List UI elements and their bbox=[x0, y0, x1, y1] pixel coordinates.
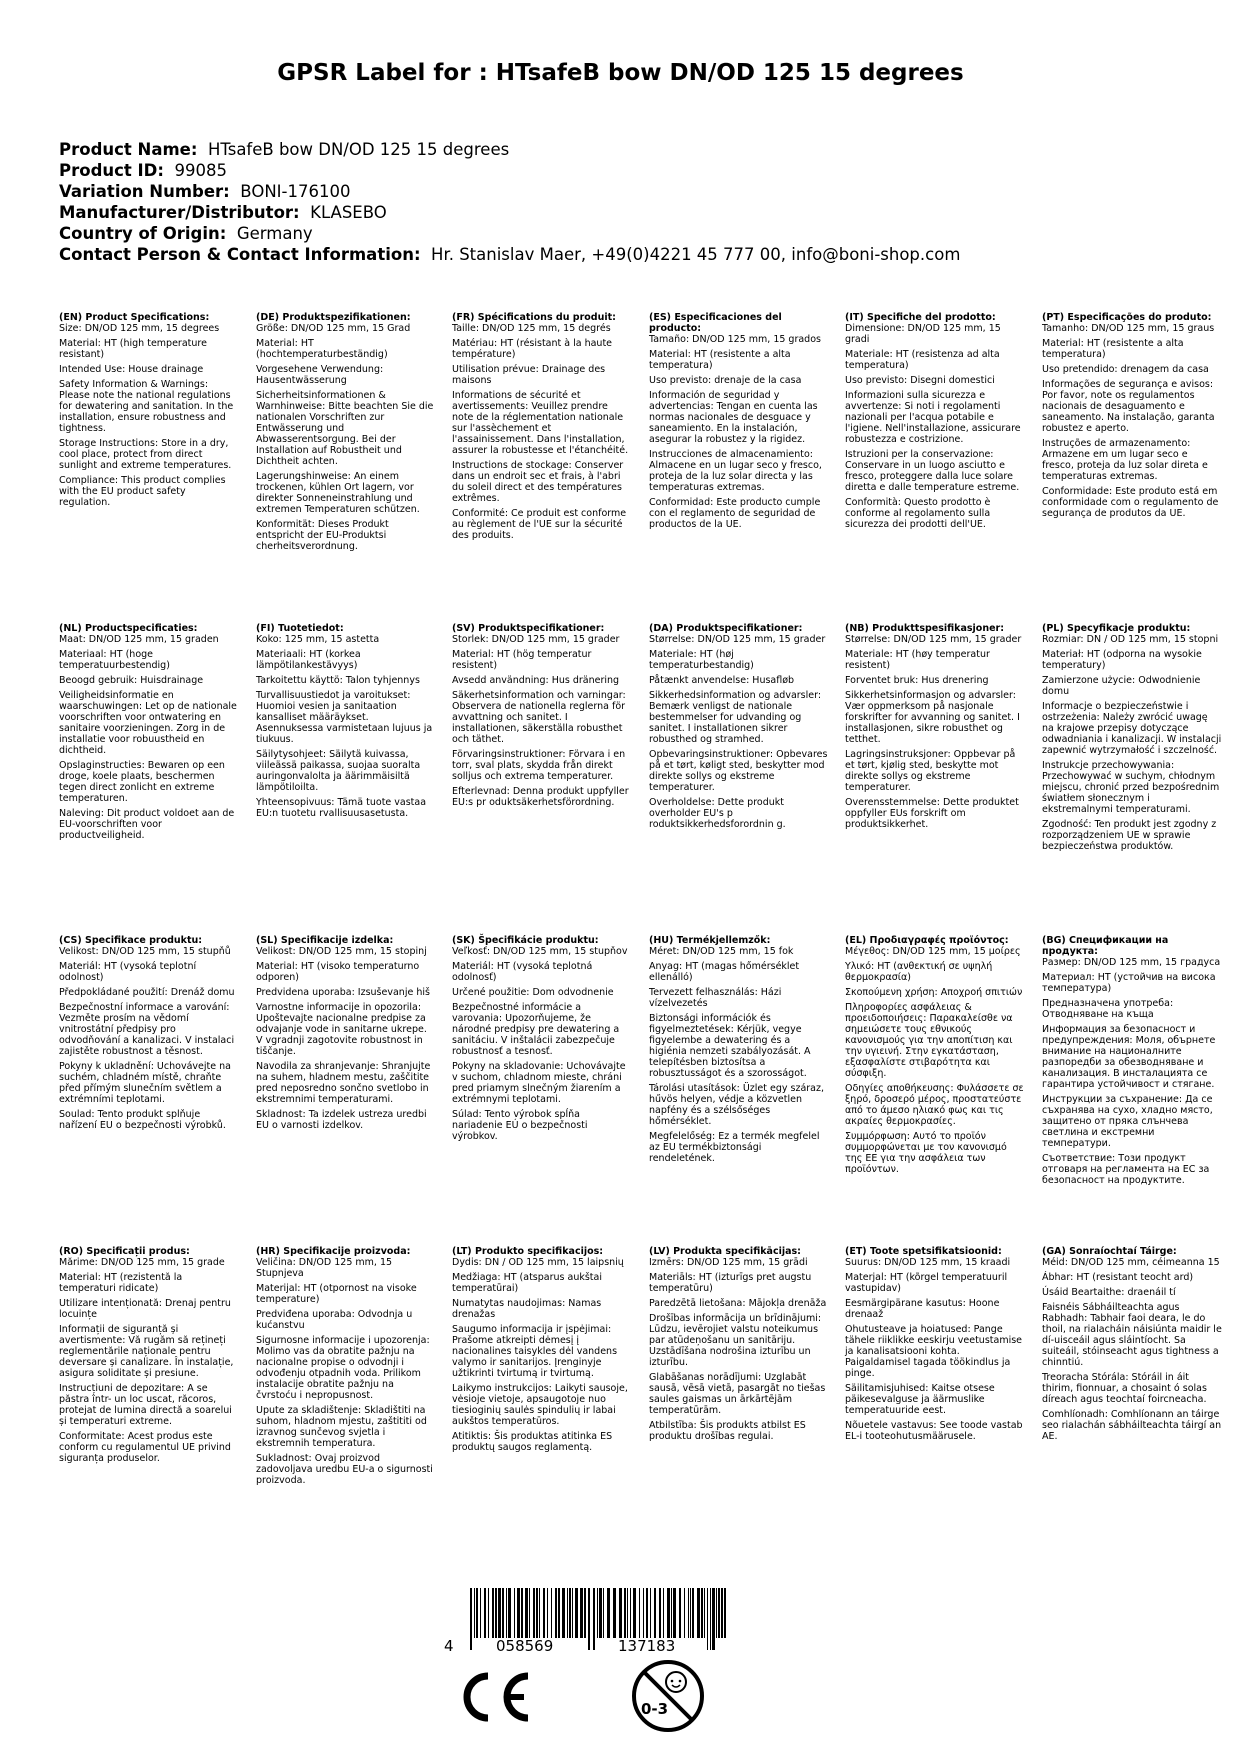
spec-heading: (CS) Specifikace produktu: bbox=[59, 935, 203, 946]
spec-line: Compliance: This product complies with the EU product safety regulation. bbox=[59, 475, 226, 508]
spec-block bbox=[1042, 312, 1222, 523]
barcode-bar bbox=[650, 1588, 651, 1638]
barcode-bar bbox=[476, 1588, 478, 1638]
spec-line: Conformidad: Este producto cumple con el reglamento de seguridad de productos de la UE. bbox=[649, 497, 821, 530]
spec-line: Påtænkt anvendelse: Husafløb bbox=[649, 675, 795, 686]
spec-block bbox=[649, 623, 829, 834]
barcode-bar bbox=[539, 1588, 540, 1638]
barcode-bar bbox=[663, 1588, 664, 1638]
spec-line: Paredzētā lietošana: Mājokļa drenāža bbox=[649, 1298, 827, 1309]
spec-line: Materiāls: HT (izturīgs pret augstu temperatūru) bbox=[649, 1272, 812, 1294]
spec-line: Numatytas naudojimas: Namas drenažas bbox=[452, 1298, 602, 1320]
spec-heading: (ES) Especificaciones del producto: bbox=[649, 312, 782, 334]
spec-line: Conformité: Ce produit est conforme au règlement de l'UE sur la sécurité des produits. bbox=[452, 508, 627, 541]
spec-heading: (DE) Produktspezifikationen: bbox=[256, 312, 411, 323]
barcode-bar bbox=[688, 1588, 689, 1638]
spec-line: Ábhar: HT (resistant teocht ard) bbox=[1042, 1272, 1194, 1283]
spec-block bbox=[845, 1246, 1025, 1446]
barcode-bar bbox=[671, 1588, 672, 1638]
spec-heading: (HU) Termékjellemzők: bbox=[649, 935, 771, 946]
barcode-bar bbox=[613, 1588, 616, 1638]
spec-line: Overholdelse: Dette produkt overholder EU's p roduktsikkerhedsforordnin g. bbox=[649, 797, 786, 830]
spec-line: Velikost: DN/OD 125 mm, 15 stupňů bbox=[59, 946, 231, 957]
spec-line: Sikkerhedsinformation og advarsler: Bemærk venligst de nationale bestemmelser for udvanding og sanitet. I installationen sikrer robusthed og stramhed. bbox=[649, 690, 822, 745]
barcode-bar bbox=[667, 1588, 670, 1638]
barcode-bar bbox=[633, 1588, 636, 1638]
spec-line: Informacje o bezpieczeństwie i ostrzeżenia: Należy zwrócić uwagę na krajowe przepisy dotyczące odwadniania i kanalizacji. W instalacji zapewnić wytrzymałość i szczelność. bbox=[1042, 701, 1222, 756]
manufacturer-row bbox=[59, 202, 960, 223]
not-for-children-0-3-icon bbox=[630, 1658, 706, 1734]
spec-line: Sikkerhetsinformasjon og advarsler: Vær oppmerksom på nasjonale forskrifter for avvanning og sanitet. I installasjonen, sikre robusthet og tetthet. bbox=[845, 690, 1020, 745]
spec-line: Glabāšanas norādījumi: Uzglabāt sausā, vēsā vietā, pasargāt no tiešas saules gaismas un ārkārtējām temperatūrām. bbox=[649, 1372, 826, 1416]
barcode-bar bbox=[555, 1588, 557, 1638]
barcode-group-1: 058569 bbox=[496, 1637, 554, 1655]
spec-block bbox=[452, 623, 632, 812]
spec-line: Säilytysohjeet: Säilytä kuivassa, viileässä paikassa, suojaa suoralta auringonvalolta ja äärimmäisiltä lämpötiloilta. bbox=[256, 749, 421, 793]
spec-line: Material: HT (resistente a alta temperatura) bbox=[1042, 338, 1184, 360]
spec-heading: (LT) Produkto specifikacijos: bbox=[452, 1246, 604, 1257]
spec-block bbox=[256, 935, 436, 1135]
spec-line: Matériau: HT (résistant à la haute température) bbox=[452, 338, 613, 360]
spec-line: Bezpečnostní informace a varování: Vezměte prosím na vědomí vnitrostátní předpisy pro odvodňování a kanalizaci. V instalaci zajistěte robustnost a těsnost. bbox=[59, 1002, 235, 1057]
spec-heading: (EN) Product Specifications: bbox=[59, 312, 210, 323]
ce-mark-icon bbox=[456, 1668, 532, 1726]
spec-line: Efterlevnad: Denna produkt uppfyller EU:s pr oduktsäkerhetsförordning. bbox=[452, 786, 629, 808]
spec-line: Conformità: Questo prodotto è conforme al regolamento sulla sicurezza dei prodotti dell'UE. bbox=[845, 497, 991, 530]
product-info bbox=[59, 139, 960, 265]
spec-heading: (NB) Produkttspesifikasjoner: bbox=[845, 623, 1005, 634]
barcode bbox=[438, 1588, 738, 1658]
spec-line: Μέγεθος: DN/OD 125 mm, 15 μοίρες bbox=[845, 946, 1021, 957]
spec-block bbox=[59, 1246, 239, 1468]
spec-line: Turvallisuustiedot ja varoitukset: Huomioi vesien ja sanitaation kansalliset määräykset. Asennuksessa varmistetaan lujuus ja tiukuus. bbox=[256, 690, 433, 745]
spec-line: Soulad: Tento produkt splňuje nařízení EU o bezpečnosti výrobků. bbox=[59, 1109, 226, 1131]
spec-heading: (PL) Specyfikacje produktu: bbox=[1042, 623, 1191, 634]
spec-block bbox=[256, 623, 436, 823]
spec-line: Navodila za shranjevanje: Shranjujte na suhem, hladnem mestu, zaščitite pred neposredno sončno svetlobo in ekstremnimi temperaturami. bbox=[256, 1061, 431, 1105]
spec-line: Opslaginstructies: Bewaren op een droge, koele plaats, beschermen tegen direct zonlicht en extreme temperaturen. bbox=[59, 760, 225, 804]
spec-heading: (SK) Špecifikácie produktu: bbox=[452, 935, 599, 946]
spec-block bbox=[845, 935, 1025, 1179]
spec-line: Materiale: HT (resistenza ad alta temperatura) bbox=[845, 349, 1000, 371]
info-value: Germany bbox=[236, 224, 313, 243]
spec-line: Pokyny k ukladnění: Uchovávejte na suchém, chladném místě, chraňte před přímým slunečním světlem a extrémními teplotami. bbox=[59, 1061, 231, 1105]
barcode-bar bbox=[679, 1588, 681, 1638]
spec-block bbox=[59, 623, 239, 845]
spec-line: Material: HT (resistente a alta temperatura) bbox=[649, 349, 791, 371]
spec-heading: (BG) Спецификации на продукта: bbox=[1042, 935, 1169, 957]
spec-line: Lagerungshinweise: An einem trockenen, kühlen Ort lagern, vor direkter Sonneneinstrahlung und extremen Temperaturen schützen. bbox=[256, 471, 420, 515]
info-label: Country of Origin: bbox=[59, 224, 227, 243]
spec-line: Predvidena uporaba: Izsuševanje hiš bbox=[256, 987, 430, 998]
barcode-bar bbox=[718, 1588, 720, 1638]
spec-block bbox=[256, 1246, 436, 1490]
spec-line: Informazioni sulla sicurezza e avvertenze: Si noti i regolamenti nazionali per l'acqua potabile e l'igiene. Nell'installazione, assicurare robustezza e costrizione. bbox=[845, 390, 1021, 445]
spec-line: Tamanho: DN/OD 125 mm, 15 graus bbox=[1042, 323, 1215, 334]
spec-line: Informations de sécurité et avertissements: Veuillez prendre note de la réglementation nationale sur l'assèchement et l'assainissement. Dans l'installation, assurer la robustesse et l'étanchéité. bbox=[452, 390, 629, 456]
barcode-bar bbox=[567, 1588, 568, 1638]
spec-line: Velikost: DN/OD 125 mm, 15 stopinj bbox=[256, 946, 427, 957]
info-value: HTsafeB bow DN/OD 125 15 degrees bbox=[207, 140, 510, 159]
barcode-bar bbox=[627, 1588, 628, 1638]
info-label: Product ID: bbox=[59, 161, 164, 180]
spec-line: Utilizare intenționată: Drenaj pentru locuințe bbox=[59, 1298, 231, 1320]
spec-block bbox=[649, 935, 829, 1168]
barcode-bar bbox=[646, 1588, 648, 1638]
info-label: Manufacturer/Distributor: bbox=[59, 203, 300, 222]
spec-line: Anyag: HT (magas hőmérséklet ellenálló) bbox=[649, 961, 800, 983]
product-id-row bbox=[59, 160, 960, 181]
spec-line: Uso previsto: Disegni domestici bbox=[845, 375, 995, 386]
barcode-bar bbox=[508, 1588, 511, 1638]
spec-line: Instrucciones de almacenamiento: Almacene en un lugar seco y fresco, proteja de la luz solar directa y las temperaturas extremas. bbox=[649, 449, 822, 493]
spec-line: Drošības informācija un brīdinājumi: Lūdzu, ievērojiet valstu noteikumus par atūdeņošanu un sanitāriju. Uzstādīšana nodrošina izturību un izturību. bbox=[649, 1313, 822, 1368]
barcode-bar bbox=[480, 1588, 481, 1638]
spec-line: Οδηγίες αποθήκευσης: Φυλάσσετε σε ξηρό, δροσερό μέρος, προστατεύστε από το άμεσο ηλιακό φως και τις ακραίες θερμοκρασίες. bbox=[845, 1083, 1024, 1127]
barcode-bar bbox=[599, 1588, 602, 1638]
spec-line: Zgodność: Ten produkt jest zgodny z rozporządzeniem UE w sprawie bezpieczeństwa produktów. bbox=[1042, 819, 1217, 852]
spec-line: Skladnost: Ta izdelek ustreza uredbi EU o varnosti izdelkov. bbox=[256, 1109, 427, 1131]
spec-line: Storlek: DN/OD 125 mm, 15 grader bbox=[452, 634, 620, 645]
barcode-bar bbox=[521, 1588, 523, 1638]
spec-line: Materiale: HT (høj temperaturbestandig) bbox=[649, 649, 754, 671]
barcode-bar bbox=[597, 1588, 598, 1638]
spec-line: Størrelse: DN/OD 125 mm, 15 grader bbox=[649, 634, 826, 645]
spec-line: Sigurnosne informacije i upozorenja: Molimo vas da obratite pažnju na nacionalne propise o odvodnji i odvođenju otpadnih voda. Prilikom instalacije obratite pažnju na čvrstoću i nepropusnost. bbox=[256, 1335, 430, 1401]
spec-line: Taille: DN/OD 125 mm, 15 degrés bbox=[452, 323, 611, 334]
spec-line: Säkerhetsinformation och varningar: Observera de nationella reglerna för avvattning och sanitet. I installationen, säkerställa robusthet och täthet. bbox=[452, 690, 626, 745]
spec-line: Materiale: HT (høy temperatur resistent) bbox=[845, 649, 990, 671]
spec-line: Safety Information & Warnings: Please note the national regulations for dewatering and sanitation. In the installation, ensure robustness and tightness. bbox=[59, 379, 234, 434]
spec-line: Biztonsági információk és figyelmeztetések: Kérjük, vegye figyelembe a dewatering és a higiénia nemzeti szabályozását. A telepítésben biztosítsa a robusztusságot és a szorosságot. bbox=[649, 1013, 811, 1079]
spec-line: Treoracha Stórála: Stóráil in áit thirim, fionnuar, a chosaint ó solas díreach agus teochtaí foircneacha. bbox=[1042, 1372, 1207, 1405]
spec-line: Sukladnost: Ovaj proizvod zadovoljava uredbu EU-a o sigurnosti proizvoda. bbox=[256, 1453, 433, 1486]
spec-line: Suurus: DN/OD 125 mm, 15 kraadi bbox=[845, 1257, 1011, 1268]
spec-block bbox=[452, 935, 632, 1146]
spec-line: Yhteensopivuus: Tämä tuote vastaa EU:n tuotetu rvallisuusasetusta. bbox=[256, 797, 427, 819]
spec-line: Úsáid Beartaithe: draenáil tí bbox=[1042, 1287, 1176, 1298]
barcode-bar bbox=[659, 1588, 661, 1638]
barcode-bar bbox=[484, 1588, 486, 1638]
barcode-bar bbox=[710, 1588, 711, 1650]
spec-line: Laikymo instrukcijos: Laikyti sausoje, vėsioje vietoje, apsaugotoje nuo tiesioginių saulės spindulių ir labai aukštos temperatūros. bbox=[452, 1383, 628, 1427]
barcode-bar bbox=[575, 1588, 578, 1638]
spec-line: Materiál: HT (vysoká teplotní odolnost) bbox=[59, 961, 197, 983]
spec-block bbox=[1042, 623, 1222, 856]
spec-line: Rozmiar: DN / OD 125 mm, 15 stopni bbox=[1042, 634, 1219, 645]
spec-heading: (FI) Tuotetiedot: bbox=[256, 623, 344, 634]
spec-line: Material: HT (hög temperatur resistent) bbox=[452, 649, 592, 671]
page-title: GPSR Label for : HTsafeB bow DN/OD 125 15 degrees bbox=[277, 60, 964, 86]
spec-line: Informações de segurança e avisos: Por favor, note os regulamentos nacionais de desaguamento e saneamento. Na instalação, garanta robustez e aperto. bbox=[1042, 379, 1215, 434]
barcode-bar bbox=[474, 1588, 475, 1638]
barcode-bar bbox=[673, 1588, 676, 1638]
spec-line: Súlad: Tento výrobok spĺňa nariadenie EÚ o bezpečnosti výrobkov. bbox=[452, 1109, 588, 1142]
spec-line: Opbevaringsinstruktioner: Opbevares på et tørt, køligt sted, beskytter mod direkte sollys og ekstreme temperaturer. bbox=[649, 749, 828, 793]
spec-line: Atbilstība: Šis produkts atbilst ES produktu drošības regulai. bbox=[649, 1420, 806, 1442]
spec-line: Izmērs: DN/OD 125 mm, 15 grādi bbox=[649, 1257, 808, 1268]
barcode-bar bbox=[517, 1588, 520, 1638]
spec-line: Συμμόρφωση: Αυτό το προϊόν συμμορφώνεται με τον κανονισμό της ΕΕ για την ασφάλεια των προϊόντων. bbox=[845, 1131, 1007, 1175]
spec-line: Nõuetele vastavus: See toode vastab EL-i tooteohutusmäärusele. bbox=[845, 1420, 1023, 1442]
spec-line: Materiał: HT (odporna na wysokie temperatury) bbox=[1042, 649, 1202, 671]
spec-line: Istruzioni per la conservazione: Conservare in un luogo asciutto e fresco, proteggere dalla luce solare diretta e dalle temperature estreme. bbox=[845, 449, 1020, 493]
spec-line: Instrukcje przechowywania: Przechowywać w suchym, chłodnym miejscu, chronić przed bezpośrednim światłem słonecznym i ekstremalnymi temperaturami. bbox=[1042, 760, 1220, 815]
barcode-bar bbox=[593, 1588, 595, 1650]
spec-heading: (GA) Sonraíochtaí Táirge: bbox=[1042, 1246, 1177, 1257]
spec-line: Σκοπούμενη χρήση: Αποχροή σπιτιών bbox=[845, 987, 1023, 998]
spec-line: Sicherheitsinformationen & Warnhinweise: Bitte beachten Sie die nationalen Vorschriften zur Entwässerung und Abwasserentsorgung. Bei der Installation auf Robustheit und Dichtheit achten. bbox=[256, 390, 434, 467]
spec-line: Material: HT (rezistentă la temperaturi ridicate) bbox=[59, 1272, 183, 1294]
barcode-bar bbox=[624, 1588, 626, 1638]
spec-line: Uso previsto: drenaje de la casa bbox=[649, 375, 802, 386]
spec-line: Předpokládané použití: Drenáž domu bbox=[59, 987, 235, 998]
spec-line: Méret: DN/OD 125 mm, 15 fok bbox=[649, 946, 794, 957]
spec-line: Größe: DN/OD 125 mm, 15 Grad bbox=[256, 323, 411, 334]
spec-line: Veľkosť: DN/OD 125 mm, 15 stupňov bbox=[452, 946, 628, 957]
spec-line: Säilitamisjuhised: Kaitse otsese päikesevalguse ja äärmuslike temperatuuride eest. bbox=[845, 1383, 995, 1416]
spec-line: Veličina: DN/OD 125 mm, 15 Stupnjeva bbox=[256, 1257, 393, 1279]
barcode-group-2: 137183 bbox=[618, 1637, 676, 1655]
spec-block bbox=[59, 935, 239, 1135]
spec-block bbox=[649, 312, 829, 534]
barcode-bar bbox=[572, 1588, 573, 1638]
barcode-bar bbox=[639, 1588, 640, 1638]
barcode-bar bbox=[721, 1588, 723, 1638]
spec-line: Predviđena uporaba: Odvodnja u kućanstvu bbox=[256, 1309, 413, 1331]
spec-line: Varnostne informacije in opozorila: Upoštevajte nacionalne predpise za odvajanje vode in sanitarne ukrepe. V vgradnji zagotovite robustnost in tiščanje. bbox=[256, 1002, 427, 1057]
spec-line: Maat: DN/OD 125 mm, 15 graden bbox=[59, 634, 219, 645]
country-of-origin-row bbox=[59, 223, 960, 244]
spec-line: Dimensione: DN/OD 125 mm, 15 gradi bbox=[845, 323, 1001, 345]
spec-line: Instructions de stockage: Conserver dans un endroit sec et frais, à l'abri du soleil direct et des températures extrêmes. bbox=[452, 460, 624, 504]
spec-line: Megfelelőség: Ez a termék megfelel az EU termékbiztonsági rendeletének. bbox=[649, 1131, 820, 1164]
barcode-bar bbox=[724, 1588, 726, 1638]
spec-line: Instrucțiuni de depozitare: A se păstra într- un loc uscat, răcoros, protejat de lumina directă a soarelui și temperaturi extreme. bbox=[59, 1383, 232, 1427]
spec-line: Konformität: Dieses Produkt entspricht der EU-Produktsi cherheitsverordnung. bbox=[256, 519, 389, 552]
spec-line: Materiál: HT (vysoká teplotná odolnosť) bbox=[452, 961, 593, 983]
spec-line: Πληροφορίες ασφάλειας & προειδοποιήσεις: Παρακαλείσθε να σημειώσετε τους εθνικούς κανονισμούς για την αποπίτιση και την υγιεινή. Στην εγκατάσταση, εξασφαλίστε στιβαρότητα και σύσφιξη. bbox=[845, 1002, 1013, 1079]
barcode-bar bbox=[547, 1588, 548, 1638]
spec-line: Atitiktis: Šis produktas atitinka ES produktų saugos reglamentą. bbox=[452, 1431, 613, 1453]
spec-line: Materiaal: HT (hoge temperatuurbestendig) bbox=[59, 649, 170, 671]
barcode-bar bbox=[525, 1588, 528, 1638]
spec-block bbox=[59, 312, 239, 512]
barcode-bar bbox=[704, 1588, 705, 1638]
spec-line: Intended Use: House drainage bbox=[59, 364, 204, 375]
barcode-bar bbox=[514, 1588, 515, 1638]
spec-line: Υλικό: HT (ανθεκτική σε υψηλή θερμοκρασία) bbox=[845, 961, 993, 983]
spec-block bbox=[845, 312, 1025, 534]
spec-line: Faisnéis Sábháilteachta agus Rabhadh: Tabhair faoi deara, le do thoil, na rialacháin náisiúnta maidir le dí-uisceáil agus sláintíocht. Sa suiteáil, stóinseacht agus tightness a chinntiú. bbox=[1042, 1302, 1222, 1368]
spec-heading: (SL) Specifikacije izdelka: bbox=[256, 935, 394, 946]
spec-line: Ohutusteave ja hoiatused: Pange tähele riiklikke eeskirju veetustamise ja kanalisatsiooni kohta. Paigaldamisel tagada töökindlus ja pinge. bbox=[845, 1324, 1023, 1379]
barcode-bar bbox=[506, 1588, 507, 1638]
spec-heading: (LV) Produkta specifikācijas: bbox=[649, 1246, 801, 1257]
spec-line: Förvaringsinstruktioner: Förvara i en torr, sval plats, skydda från direkt solljus och extrema temperaturer. bbox=[452, 749, 626, 782]
barcode-bar bbox=[697, 1588, 700, 1638]
spec-line: Lagringsinstruksjoner: Oppbevar på et tørt, kjølig sted, beskytte mot direkte sollys og ekstreme temperaturer. bbox=[845, 749, 1016, 793]
barcode-bar bbox=[533, 1588, 535, 1638]
barcode-bar bbox=[551, 1588, 552, 1638]
spec-line: Comhlíonadh: Comhlíonann an táirge seo rialachán sábháilteachta táirgí an AE. bbox=[1042, 1409, 1222, 1442]
spec-block bbox=[256, 312, 436, 556]
variation-number-row bbox=[59, 181, 960, 202]
info-label: Variation Number: bbox=[59, 182, 230, 201]
barcode-bar bbox=[630, 1588, 631, 1638]
barcode-bar bbox=[580, 1588, 583, 1638]
spec-line: Mărime: DN/OD 125 mm, 15 grade bbox=[59, 1257, 225, 1268]
info-label: Product Name: bbox=[59, 140, 198, 159]
info-label: Contact Person & Contact Information: bbox=[59, 245, 421, 264]
barcode-bar bbox=[492, 1588, 494, 1638]
spec-heading: (RO) Specificații produs: bbox=[59, 1246, 190, 1257]
barcode-bar bbox=[498, 1588, 501, 1638]
barcode-bar bbox=[502, 1588, 504, 1638]
barcode-bar bbox=[712, 1588, 715, 1650]
barcode-bar bbox=[543, 1588, 545, 1638]
spec-line: Koko: 125 mm, 15 astetta bbox=[256, 634, 380, 645]
spec-line: Avsedd användning: Hus dränering bbox=[452, 675, 620, 686]
spec-line: Zamierzone użycie: Odwodnienie domu bbox=[1042, 675, 1201, 697]
spec-line: Forventet bruk: Hus drenering bbox=[845, 675, 989, 686]
spec-heading: (PT) Especificações do produto: bbox=[1042, 312, 1212, 323]
spec-line: Tarkoitettu käyttö: Talon tyhjennys bbox=[256, 675, 420, 686]
spec-heading: (ET) Toote spetsifikatsioonid: bbox=[845, 1246, 1002, 1257]
barcode-bar bbox=[558, 1588, 560, 1638]
spec-line: Size: DN/OD 125 mm, 15 degrees bbox=[59, 323, 220, 334]
spec-line: Utilisation prévue: Drainage des maisons bbox=[452, 364, 606, 386]
age-range-label: 0-3 bbox=[641, 1700, 669, 1718]
barcode-bar bbox=[569, 1588, 571, 1638]
spec-line: Материал: HT (устойчив на висока температура) bbox=[1042, 972, 1216, 994]
spec-line: Dydis: DN / OD 125 mm, 15 laipsnių bbox=[452, 1257, 624, 1268]
barcode-bar bbox=[619, 1588, 622, 1638]
barcode-digit-first: 4 bbox=[444, 1637, 454, 1655]
spec-line: Предназначена употреба: Отводняване на къща bbox=[1042, 998, 1174, 1020]
barcode-bar bbox=[603, 1588, 604, 1638]
spec-line: Pokyny na skladovanie: Uchovávajte v suchom, chladnom mieste, chráni pred priamym slnečným žiarením a extrémnymi teplotami. bbox=[452, 1061, 626, 1105]
barcode-bar bbox=[654, 1588, 656, 1638]
barcode-bar bbox=[588, 1588, 590, 1650]
spec-line: Material: HT (high temperature resistant) bbox=[59, 338, 207, 360]
barcode-bar bbox=[584, 1588, 586, 1638]
spec-line: Bezpečnostné informácie a varovania: Upozorňujeme, že národné predpisy pre dewatering a sanitáciu. V inštalácii zabezpečuje robustnosť a tesnosť. bbox=[452, 1002, 620, 1057]
spec-line: Инструкции за съхранение: Да се съхранява на сухо, хладно място, защитено от пряка слънчева светлина и екстремни температури. bbox=[1042, 1094, 1213, 1149]
spec-line: Overensstemmelse: Dette produktet oppfyller EUs forskrift om produktsikkerhet. bbox=[845, 797, 1019, 830]
spec-line: Vorgesehene Verwendung: Hausentwässerung bbox=[256, 364, 384, 386]
spec-line: Información de seguridad y advertencias: Tengan en cuenta las normas nacionales de desguace y saneamiento. En la instalación, asegurar la robustez y la rigidez. bbox=[649, 390, 818, 445]
spec-line: Tárolási utasítások: Üzlet egy száraz, hűvös helyen, védje a közvetlen napfény és a szélsőséges hőmérséklet. bbox=[649, 1083, 824, 1127]
info-value: 99085 bbox=[174, 161, 227, 180]
barcode-bar bbox=[607, 1588, 610, 1638]
barcode-bar bbox=[529, 1588, 530, 1638]
spec-line: Информация за безопасност и предупреждения: Моля, обърнете внимание на националните разпоредби за обезводняване и канализация. В инсталацията се гарантира устойчивост и стягане. bbox=[1042, 1024, 1216, 1090]
barcode-bar bbox=[690, 1588, 691, 1638]
spec-line: Material: HT (visoko temperaturno odporen) bbox=[256, 961, 420, 983]
spec-line: Eesmärgipärane kasutus: Hoone drenaaž bbox=[845, 1298, 1000, 1320]
spec-heading: (HR) Specifikacije proizvoda: bbox=[256, 1246, 411, 1257]
spec-line: Saugumo informacija ir įspėjimai: Prašome atkreipti dėmesį į nacionalines taisykles dėl vandens valymo ir sanitarijos. Įrenginyje užtikrinti tvirtumą ir tvirtumą. bbox=[452, 1324, 618, 1379]
spec-heading: (DA) Produktspecifikationer: bbox=[649, 623, 803, 634]
barcode-bar bbox=[536, 1588, 538, 1638]
spec-line: Určené použitie: Dom odvodnenie bbox=[452, 987, 614, 998]
spec-line: Conformidade: Este produto está em conformidade com o regulamento de segurança de produtos da UE. bbox=[1042, 486, 1219, 519]
barcode-bar bbox=[643, 1588, 644, 1638]
spec-line: Materijal: HT (otpornost na visoke temperature) bbox=[256, 1283, 417, 1305]
spec-heading: (SV) Produktspecifikationer: bbox=[452, 623, 605, 634]
spec-line: Tamaño: DN/OD 125 mm, 15 grados bbox=[649, 334, 821, 345]
spec-block bbox=[1042, 935, 1222, 1190]
spec-line: Beoogd gebruik: Huisdrainage bbox=[59, 675, 204, 686]
barcode-bar bbox=[716, 1588, 717, 1638]
spec-line: Naleving: Dit product voldoet aan de EU-voorschriften voor productveiligheid. bbox=[59, 808, 235, 841]
spec-block bbox=[452, 1246, 632, 1457]
spec-heading: (FR) Spécifications du produit: bbox=[452, 312, 616, 323]
info-value: KLASEBO bbox=[310, 203, 387, 222]
spec-line: Méid: DN/OD 125 mm, céimeanna 15 bbox=[1042, 1257, 1220, 1268]
barcode-bar bbox=[684, 1588, 685, 1638]
barcode-bar bbox=[470, 1588, 472, 1650]
spec-line: Съответствие: Този продукт отговаря на регламента на ЕС за безопасност на продуктите. bbox=[1042, 1153, 1210, 1186]
barcode-bar bbox=[488, 1588, 489, 1638]
spec-line: Medžiaga: HT (atsparus aukštai temperatūrai) bbox=[452, 1272, 602, 1294]
spec-line: Storage Instructions: Store in a dry, cool place, protect from direct sunlight and extreme temperatures. bbox=[59, 438, 232, 471]
spec-line: Conformitate: Acest produs este conform cu regulamentul UE privind siguranța produselor. bbox=[59, 1431, 231, 1464]
spec-line: Materjal: HT (kõrgel temperatuuril vastupidav) bbox=[845, 1272, 1008, 1294]
spec-line: Materiaali: HT (korkea lämpötilankestävyys) bbox=[256, 649, 361, 671]
product-name-row bbox=[59, 139, 960, 160]
info-value: BONI-176100 bbox=[240, 182, 351, 201]
spec-line: Instruções de armazenamento: Armazene em um lugar seco e fresco, proteja da luz solar direta e temperaturas extremas. bbox=[1042, 438, 1208, 482]
barcode-bar bbox=[707, 1588, 708, 1650]
spec-block bbox=[452, 312, 632, 545]
info-value: Hr. Stanislav Maer, +49(0)4221 45 777 00, info@boni-shop.com bbox=[431, 245, 961, 264]
spec-line: Størrelse: DN/OD 125 mm, 15 grader bbox=[845, 634, 1022, 645]
barcode-bar bbox=[495, 1588, 497, 1638]
spec-line: Размер: DN/OD 125 mm, 15 градуса bbox=[1042, 957, 1221, 968]
spec-heading: (EL) Προδιαγραφές προϊόντος: bbox=[845, 935, 1009, 946]
spec-line: Tervezett felhasználás: Házi vízelvezetés bbox=[649, 987, 782, 1009]
contact-row bbox=[59, 244, 960, 265]
spec-heading: (NL) Productspecificaties: bbox=[59, 623, 198, 634]
spec-block bbox=[1042, 1246, 1222, 1446]
spec-line: Informații de siguranță și avertismente: Vă rugăm să rețineți reglementările naționale pentru deversare și canalizare. În instalație, asigura soliditate și presiune. bbox=[59, 1324, 234, 1379]
barcode-bar bbox=[562, 1588, 565, 1638]
spec-line: Upute za skladištenje: Skladištiti na suhom, hladnom mjestu, zaštititi od izravnog sunčevog svjetla i ekstremnih temperatura. bbox=[256, 1405, 427, 1449]
spec-heading: (IT) Specifiche del prodotto: bbox=[845, 312, 996, 323]
barcode-bar bbox=[701, 1588, 703, 1638]
barcode-bar bbox=[692, 1588, 694, 1638]
spec-line: Veiligheidsinformatie en waarschuwingen: Let op de nationale voorschriften voor ontwatering en sanitaire voorzieningen. Zorg in de installatie voor robuustheid en dichtheid. bbox=[59, 690, 237, 756]
spec-block bbox=[649, 1246, 829, 1446]
spec-line: Material: HT (hochtemperaturbeständig) bbox=[256, 338, 388, 360]
spec-block bbox=[845, 623, 1025, 834]
spec-line: Uso pretendido: drenagem da casa bbox=[1042, 364, 1209, 375]
